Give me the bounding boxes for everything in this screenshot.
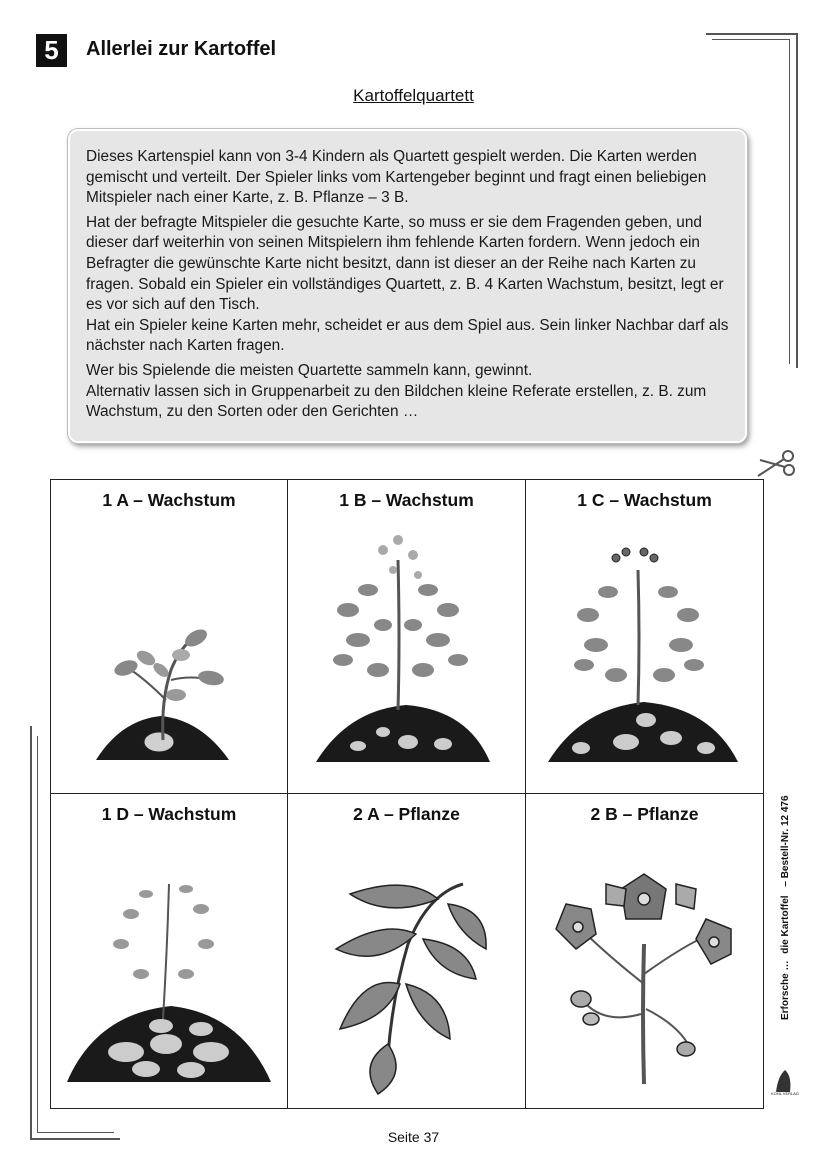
subtitle: Kartoffelquartett [353, 86, 474, 105]
card-title: 2 A – Pflanze [353, 804, 460, 824]
instructions-paragraph: Dieses Kartenspiel kann von 3-4 Kindern als Quartett gespielt werden. Die Karten werden gemischt und verteilt. Der Spieler links vom Kartengeber beginnt und fragt einen beliebigen Mitspieler nach einer Karte, z. B. Pflanze – 3 B. [86, 148, 707, 207]
card-title: 1 A – Wachstum [102, 490, 236, 510]
kohl-verlag-logo [770, 1066, 800, 1096]
fruiting-potato-plant-illustration [526, 480, 763, 794]
quartet-card[interactable] [51, 480, 288, 794]
young-potato-plant-illustration [51, 480, 288, 794]
instructions-paragraph: Alternativ lassen sich in Gruppenarbeit zu den Bildchen kleine Referate erstellen, z. B. zum Wachstum, zu den Sorten oder den Gerichten … [86, 382, 707, 421]
quartet-card[interactable] [288, 480, 526, 794]
side-label-order: – Bestell-Nr. 12 476 [780, 795, 791, 887]
potato-leaf-illustration [288, 794, 526, 1108]
quartet-card[interactable] [526, 480, 763, 794]
page-number: Seite 37 [387, 1129, 440, 1145]
frame-line-left [30, 726, 32, 1140]
instructions-paragraph: Hat ein Spieler keine Karten mehr, scheidet er aus dem Spiel aus. Sein linker Nachbar darf als nächster nach Karten fragen. [86, 316, 729, 355]
publisher-logo-text: KOHL VERLAG [770, 1091, 800, 1096]
side-label [780, 795, 791, 1020]
side-label-line1: Erforsche … [780, 960, 791, 1020]
quartet-card[interactable] [526, 794, 763, 1108]
card-title: 1 D – Wachstum [101, 804, 237, 824]
chapter-title: Allerlei zur Kartoffel [86, 38, 277, 60]
card-title: 2 B – Pflanze [590, 804, 699, 824]
quartet-card[interactable] [288, 794, 526, 1108]
withering-potato-plant-illustration [51, 794, 288, 1108]
flowering-potato-plant-illustration [288, 480, 526, 794]
frame-line-left-inner [37, 736, 38, 1133]
chapter-number: 5 [36, 34, 67, 67]
side-label-line2: die Kartoffel [780, 895, 791, 954]
frame-line-top-right [706, 33, 796, 35]
potato-flower-illustration [526, 794, 763, 1108]
instructions-box [68, 129, 747, 443]
quartet-card[interactable] [51, 794, 288, 1108]
instructions-paragraph: Wer bis Spielende die meisten Quartette sammeln kann, gewinnt. [86, 361, 533, 379]
quartet-cards-grid [50, 479, 764, 1109]
frame-line-top-right-inner [712, 39, 789, 40]
frame-line-right [796, 33, 798, 368]
card-title: 1 B – Wachstum [339, 490, 474, 510]
instructions-paragraph: Hat der befragte Mitspieler die gesuchte Karte, so muss er sie dem Fragenden geben, und dieser darf weiterhin von seinen Mitspielern ihm fehlende Karten fordern. Wenn jedoch ein Befragter die gewünschte Karte nicht besitzt, dann ist dieser an der Reihe nach Karten zu fragen. Sobald ein Spieler ein vollständiges Quartett, z. B. 4 Karten Wachstum, besitzt, legt er es vor sich auf den Tisch. [86, 213, 724, 314]
card-title: 1 C – Wachstum [577, 490, 712, 510]
